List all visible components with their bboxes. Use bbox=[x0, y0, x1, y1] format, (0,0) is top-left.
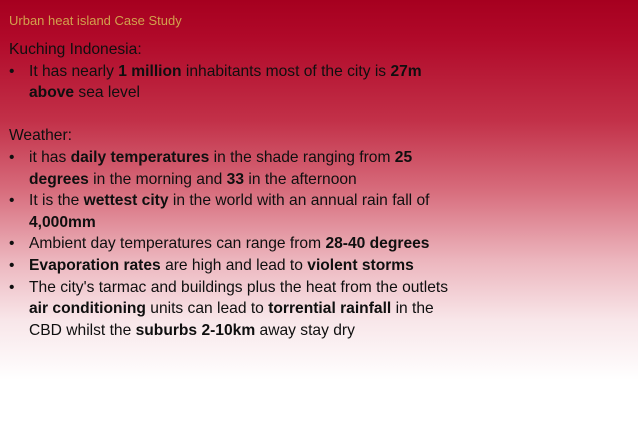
weather-bullet-list bbox=[9, 147, 629, 341]
bullet-population: • It has nearly 1 million inhabitants most of the city is 27m above sea level bbox=[9, 61, 629, 104]
slide-title: Urban heat island Case Study bbox=[9, 13, 182, 28]
weather-heading: Weather: bbox=[9, 127, 72, 145]
bullet-ambient-temperatures: • Ambient day temperatures can range from 28-40 degrees bbox=[9, 233, 629, 255]
bullet-evaporation-rates: • Evaporation rates are high and lead to violent storms bbox=[9, 255, 629, 277]
bullet-wettest-city: • It is the wettest city in the world with an annual rain fall of 4,000mm bbox=[9, 190, 629, 233]
bullet-tarmac-buildings: • The city's tarmac and buildings plus the heat from the outlets air conditioning units can lead to torrential rainfall in the CBD whilst the suburbs 2-10km away stay dry bbox=[9, 277, 629, 342]
slide-content bbox=[9, 39, 629, 341]
location-heading: Kuching Indonesia: bbox=[9, 41, 142, 58]
location-bullet-list bbox=[9, 61, 629, 104]
spacer bbox=[9, 104, 629, 126]
bullet-daily-temperatures: • it has daily temperatures in the shade ranging from 25 degrees in the morning and 33 in the afternoon bbox=[9, 147, 629, 190]
